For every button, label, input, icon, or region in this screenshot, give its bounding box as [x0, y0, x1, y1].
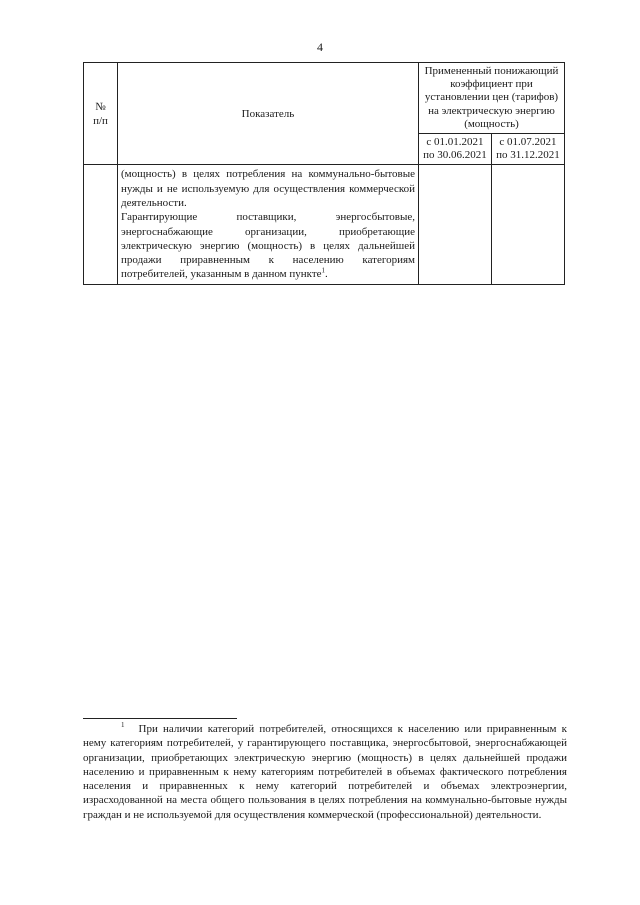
header-number	[84, 63, 118, 165]
header-coefficient: Примененный понижающий коэффициент при установлении цен (тарифов) на электрическую энергию (мощность)	[419, 63, 565, 134]
header-period-1-start: с 01.01.2021	[426, 135, 484, 148]
table-header-row	[84, 63, 565, 134]
indicator-paragraph-2-text: Гарантирующие поставщики, энергосбытовые, энергоснабжающие организации, приобретающие электрическую энергию (мощность) в целях дальнейшей продажи приравненным к населению категориям потребителей, указанным в данном пункте	[121, 211, 415, 281]
header-indicator: Показатель	[118, 63, 419, 165]
footnote-text: При наличии категорий потребителей, относящихся к населению или приравненным к нему категориям потребителей, у гарантирующего поставщика, энергосбытовой, энергоснабжающей организации, приобретающих электрическую энергию (мощность) в целях дальнейшей продажи населению и приравненным к нему категориям потребителей в объемах фактического потребления населения и приравненных к нему категорий потребителей и объемах электроэнергии, израсходованной на места общего пользования в целях потребления на коммунально-бытовые нужды граждан и не используемой для осуществления коммерческой (профессиональной) деятельности.	[83, 723, 567, 821]
footnote	[83, 722, 567, 822]
indicator-paragraph-1: (мощность) в целях потребления на коммунально-бытовые нужды и не используемую для осуществления коммерческой деятельности.	[121, 168, 415, 209]
coefficient-table	[83, 62, 565, 285]
header-period-1-end: по 30.06.2021	[423, 149, 487, 162]
row-number-cell	[84, 165, 118, 284]
indicator-paragraph-2-end: .	[325, 268, 328, 281]
indicator-paragraph-2	[121, 210, 415, 281]
header-period-2	[492, 133, 565, 164]
header-number-symbol: №	[95, 100, 106, 113]
footnote-mark: 1	[121, 721, 125, 730]
row-value-period-2	[492, 165, 565, 284]
header-period-2-end: по 31.12.2021	[496, 149, 560, 162]
row-indicator-cell	[118, 165, 419, 284]
header-number-abbr: п/п	[93, 114, 108, 127]
header-period-1	[419, 133, 492, 164]
header-period-2-start: с 01.07.2021	[499, 135, 557, 148]
page-number: 4	[317, 40, 323, 54]
footnote-reference[interactable]: 1	[321, 266, 326, 275]
row-value-period-1	[419, 165, 492, 284]
table-row	[84, 165, 565, 284]
footnote-divider	[83, 718, 237, 719]
